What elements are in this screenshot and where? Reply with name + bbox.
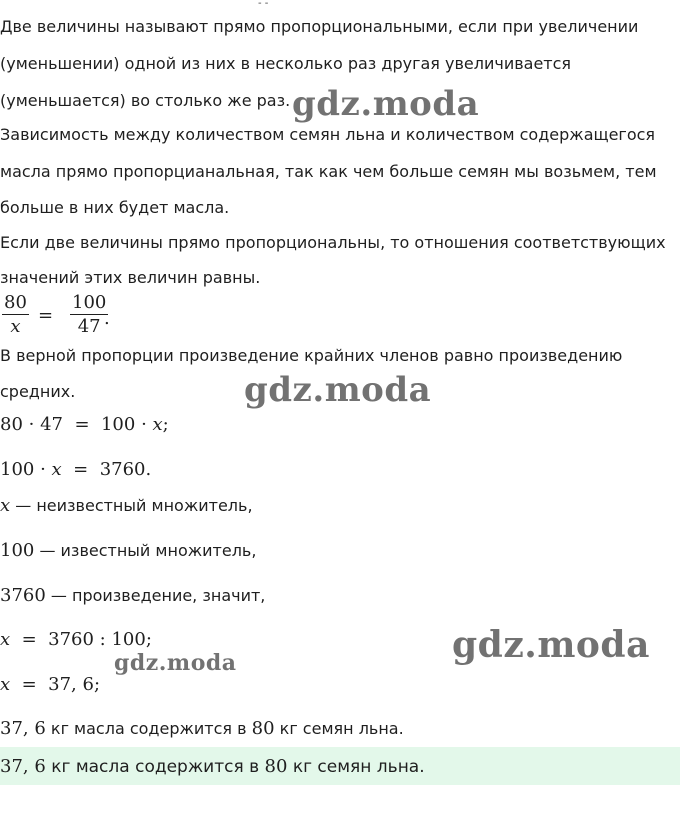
variable-x: x: [0, 674, 11, 695]
equation-3: [0, 629, 152, 650]
top-clipped-marks: - -: [258, 0, 269, 9]
result-text: кг масла содержится в: [45, 719, 252, 738]
note-number: 100: [0, 540, 35, 561]
equals-sign: =: [74, 414, 90, 435]
fraction-left: [2, 292, 29, 339]
note-text: — произведение, значит,: [45, 586, 266, 605]
result-number: 37, 6: [0, 718, 46, 739]
result-number: 80: [251, 718, 275, 739]
answer-line: [0, 756, 425, 777]
note-text: — известный множитель,: [34, 541, 257, 560]
text-line: масла прямо пропорцианальная, так как чем больше семян мы возьмем, тем: [0, 162, 657, 181]
watermark: gdz.moda: [452, 624, 650, 666]
variable-x: x: [0, 629, 11, 650]
text-line: В верной пропорции произведение крайних членов равно произведению: [0, 346, 623, 365]
equals-sign: =: [21, 629, 37, 650]
watermark: gdz.moda: [114, 650, 237, 676]
equals-sign: =: [73, 459, 89, 480]
variable-x: x: [152, 414, 163, 435]
text-line: средних.: [0, 382, 76, 401]
note-unknown-factor: [0, 495, 253, 516]
text-line: (уменьшается) во столько же раз.: [0, 91, 291, 110]
semicolon: ;: [93, 674, 101, 695]
fraction-right: [70, 292, 108, 339]
text-line: (уменьшении) одной из них в несколько раз другая увеличивается: [0, 54, 572, 73]
equals-sign: =: [21, 674, 37, 695]
answer-number: 80: [264, 756, 288, 777]
text-line: Зависимость между количеством семян льна и количеством содержащегося: [0, 125, 656, 144]
variable-x: x: [0, 495, 11, 516]
equation-rhs: 37, 6: [48, 674, 94, 695]
result-line: [0, 718, 404, 739]
result-text: кг семян льна.: [274, 719, 404, 738]
equation-lhs: 100 ·: [0, 459, 52, 480]
period: .: [145, 459, 152, 480]
fraction-denominator: x: [10, 316, 21, 337]
equals-sign: =: [38, 305, 54, 326]
answer-text: кг семян льна.: [287, 757, 425, 777]
equation-1: [0, 414, 169, 435]
note-product: [0, 585, 265, 606]
text-line: Если две величины прямо пропорциональны, то отношения соответствующих: [0, 233, 666, 252]
equation-2: [0, 459, 151, 480]
equation-lhs: 80 · 47: [0, 414, 63, 435]
equation-rhs: 3760 : 100: [48, 629, 146, 650]
semicolon: ;: [162, 414, 169, 435]
note-known-factor: [0, 540, 256, 561]
watermark: gdz.moda: [292, 84, 480, 124]
variable-x: x: [51, 459, 62, 480]
fraction-denominator: 47: [77, 316, 101, 337]
text-line: Две величины называют прямо пропорциональными, если при увеличении: [0, 17, 639, 36]
semicolon: ;: [145, 629, 152, 650]
watermark: gdz.moda: [244, 370, 432, 410]
fraction-numerator: 80: [4, 292, 27, 313]
answer-number: 37, 6: [0, 756, 46, 777]
equation-rhs: 3760: [99, 459, 146, 480]
equation-rhs: 100 ·: [100, 414, 153, 435]
equation-4: [0, 674, 100, 695]
answer-text: кг масла содержится в: [45, 757, 265, 777]
note-number: 3760: [0, 585, 46, 606]
period: .: [104, 308, 110, 329]
fraction-numerator: 100: [72, 292, 107, 313]
text-line: значений этих величин равны.: [0, 268, 261, 287]
text-line: больше в них будет масла.: [0, 198, 230, 217]
note-text: — неизвестный множитель,: [10, 496, 253, 515]
